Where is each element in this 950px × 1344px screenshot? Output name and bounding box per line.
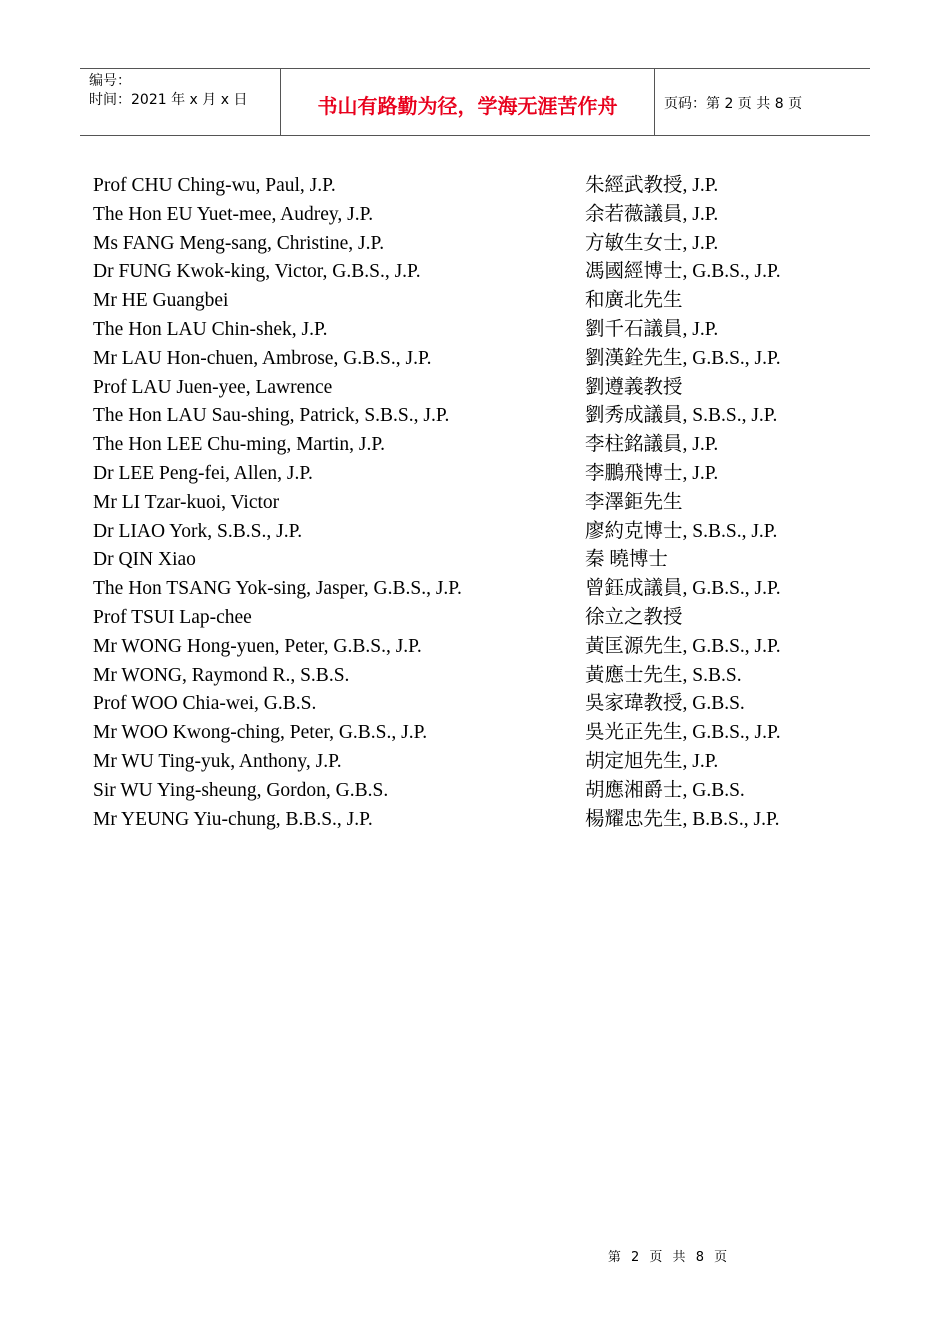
member-name-chinese: 劉千石議員, J.P. xyxy=(585,318,719,340)
list-item xyxy=(93,604,853,633)
list-item xyxy=(93,575,853,604)
member-name-english: Mr WONG, Raymond R., S.B.S. xyxy=(93,664,350,686)
member-name-english: Prof CHU Ching-wu, Paul, J.P. xyxy=(93,175,336,196)
member-name-english: Mr WOO Kwong-ching, Peter, G.B.S., J.P. xyxy=(93,722,428,744)
member-name-chinese: 胡定旭先生, J.P. xyxy=(585,750,719,772)
member-name-english: Mr LAU Hon-chuen, Ambrose, G.B.S., J.P. xyxy=(93,347,432,369)
member-name-english: Mr WU Ting-yuk, Anthony, J.P. xyxy=(93,750,342,772)
list-item xyxy=(93,374,853,403)
list-item xyxy=(93,460,853,489)
member-list xyxy=(93,172,853,834)
list-item xyxy=(93,172,853,201)
list-item xyxy=(93,719,853,748)
list-item xyxy=(93,402,853,431)
list-item xyxy=(93,431,853,460)
member-name-chinese: 黃應士先生, S.B.S. xyxy=(585,664,742,686)
member-name-english: Sir WU Ying-sheung, Gordon, G.B.S. xyxy=(93,779,389,801)
member-name-chinese: 胡應湘爵士, G.B.S. xyxy=(585,779,745,801)
list-item xyxy=(93,489,853,518)
list-item xyxy=(93,316,853,345)
list-item xyxy=(93,230,853,259)
member-name-chinese: 曾鈺成議員, G.B.S., J.P. xyxy=(585,578,781,600)
member-name-english: The Hon LAU Chin-shek, J.P. xyxy=(93,318,328,340)
list-item xyxy=(93,662,853,691)
member-name-english: The Hon EU Yuet-mee, Audrey, J.P. xyxy=(93,203,374,225)
member-name-chinese: 李柱銘議員, J.P. xyxy=(585,434,719,456)
page-footer: 第 2 页 共 8 页 xyxy=(607,1250,731,1265)
member-name-chinese: 黃匡源先生, G.B.S., J.P. xyxy=(585,635,781,657)
member-name-english: Dr LIAO York, S.B.S., J.P. xyxy=(93,520,303,542)
member-name-chinese: 馮國經博士, G.B.S., J.P. xyxy=(585,261,781,283)
member-name-chinese: 李澤鉅先生 xyxy=(585,491,683,513)
member-name-chinese: 李鵬飛博士, J.P. xyxy=(585,462,719,484)
member-name-english: Prof TSUI Lap-chee xyxy=(93,606,252,628)
member-name-chinese: 方敏生女士, J.P. xyxy=(585,232,719,254)
list-item xyxy=(93,518,853,547)
list-item xyxy=(93,748,853,777)
member-name-chinese: 朱經武教授, J.P. xyxy=(585,175,719,196)
header-page-number: 页码：第 2 页 共 8 页 xyxy=(664,96,803,112)
page-header xyxy=(80,68,870,136)
member-name-english: Prof LAU Juen-yee, Lawrence xyxy=(93,376,333,398)
member-name-chinese: 劉漢銓先生, G.B.S., J.P. xyxy=(585,347,781,369)
member-name-english: Mr WONG Hong-yuen, Peter, G.B.S., J.P. xyxy=(93,635,422,657)
list-item xyxy=(93,258,853,287)
member-name-english: Prof WOO Chia-wei, G.B.S. xyxy=(93,693,317,715)
member-name-english: The Hon TSANG Yok-sing, Jasper, G.B.S., J.P. xyxy=(93,578,462,600)
member-name-english: Ms FANG Meng-sang, Christine, J.P. xyxy=(93,232,385,254)
member-name-chinese: 劉遵義教授 xyxy=(585,376,683,398)
document-date-label: 时间：2021 年 x 月 x 日 xyxy=(89,92,248,108)
member-name-chinese: 吳家瑋教授, G.B.S. xyxy=(585,693,745,715)
member-name-english: Dr QIN Xiao xyxy=(93,549,196,571)
header-motto: 书山有路勤为径，学海无涯苦作舟 xyxy=(281,69,655,135)
list-item xyxy=(93,201,853,230)
member-name-english: Mr LI Tzar-kuoi, Victor xyxy=(93,491,280,513)
member-name-chinese: 吳光正先生, G.B.S., J.P. xyxy=(585,722,781,744)
member-name-chinese: 楊耀忠先生, B.B.S., J.P. xyxy=(585,808,780,830)
list-item xyxy=(93,546,853,575)
member-name-english: The Hon LAU Sau-shing, Patrick, S.B.S., J.P. xyxy=(93,405,450,427)
member-name-chinese: 徐立之教授 xyxy=(585,606,683,628)
member-name-chinese: 和廣北先生 xyxy=(585,290,683,312)
member-name-chinese: 廖約克博士, S.B.S., J.P. xyxy=(585,520,778,542)
member-name-chinese: 余若薇議員, J.P. xyxy=(585,203,719,225)
member-name-english: Dr LEE Peng-fei, Allen, J.P. xyxy=(93,462,313,484)
member-name-chinese: 秦 曉博士 xyxy=(585,549,668,571)
list-item xyxy=(93,345,853,374)
list-item xyxy=(93,806,853,835)
member-name-chinese: 劉秀成議員, S.B.S., J.P. xyxy=(585,405,778,427)
list-item xyxy=(93,777,853,806)
member-name-english: Mr YEUNG Yiu-chung, B.B.S., J.P. xyxy=(93,808,373,830)
member-name-english: Mr HE Guangbei xyxy=(93,290,229,312)
member-name-english: The Hon LEE Chu-ming, Martin, J.P. xyxy=(93,434,385,456)
list-item xyxy=(93,633,853,662)
header-meta xyxy=(80,69,281,135)
document-code-label: 编号： xyxy=(89,73,131,89)
list-item xyxy=(93,690,853,719)
list-item xyxy=(93,287,853,316)
member-name-english: Dr FUNG Kwok-king, Victor, G.B.S., J.P. xyxy=(93,261,421,283)
